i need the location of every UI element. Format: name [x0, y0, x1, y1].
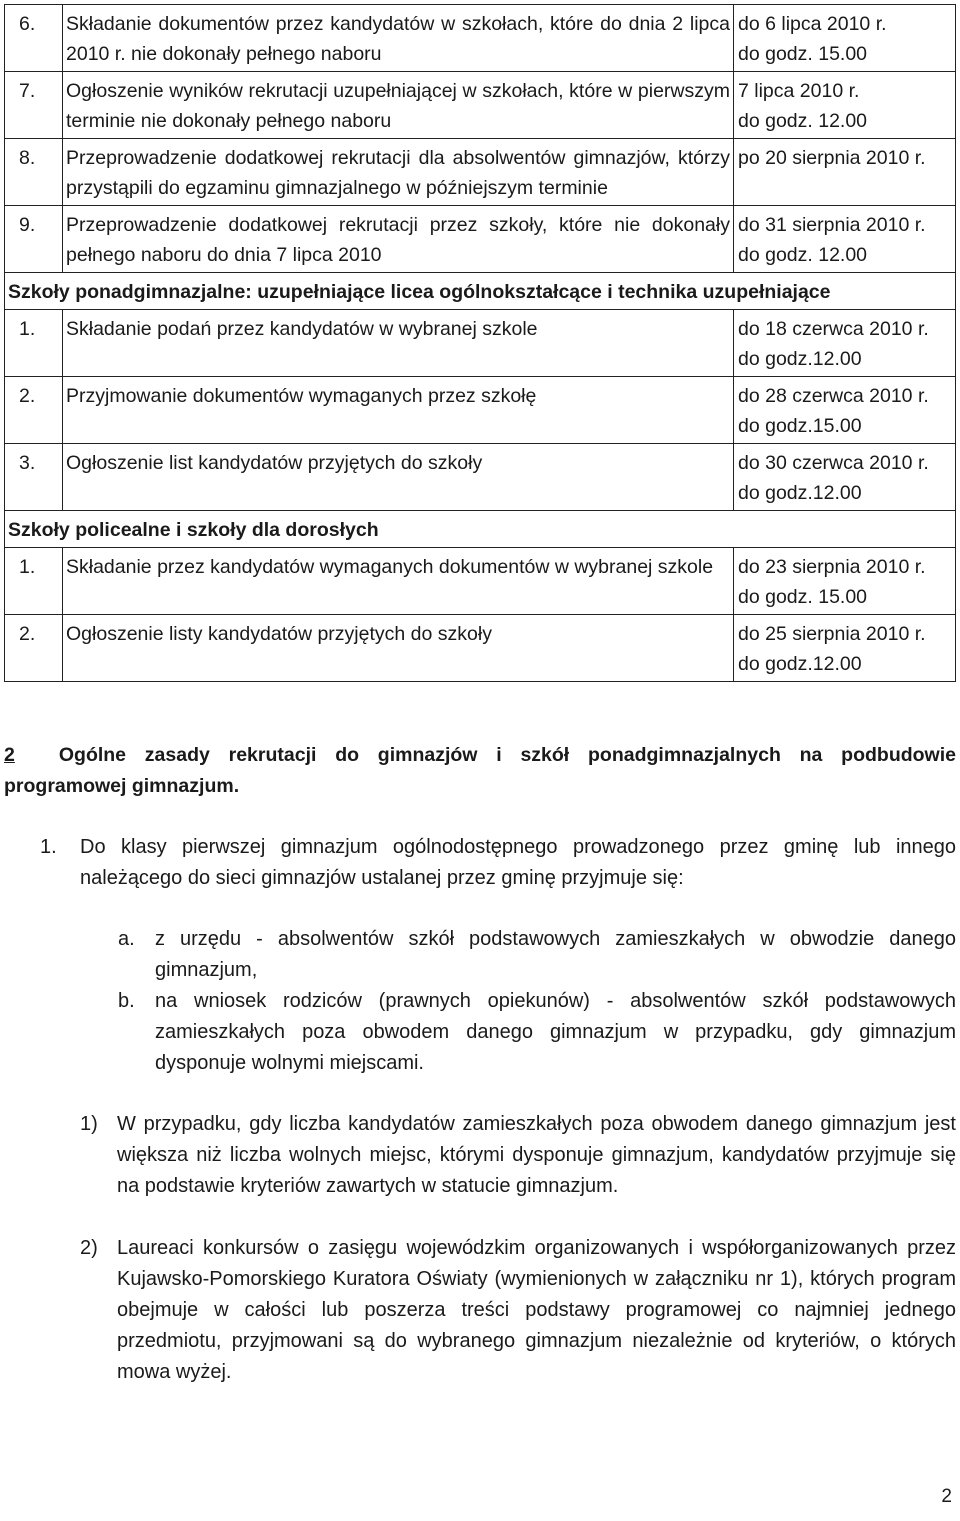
date-line: do 30 czerwca 2010 r.	[738, 452, 929, 474]
date-line: do 18 czerwca 2010 r.	[738, 318, 929, 340]
time-line: do godz. 12.00	[738, 110, 868, 132]
section-heading: Szkoły policealne i szkoły dla dorosłych	[5, 511, 956, 548]
row-number: 6.	[5, 5, 63, 72]
row-date	[734, 310, 956, 377]
row-activity: Przyjmowanie dokumentów wymaganych przez szkołę	[63, 377, 734, 444]
table-row	[5, 444, 956, 511]
section-2-title-line	[4, 740, 956, 771]
subitem-letter: a.	[118, 928, 135, 950]
table-row	[5, 548, 956, 615]
row-activity: Składanie dokumentów przez kandydatów w szkołach, które do dnia 2 lipca 2010 r. nie dokonały pełnego naboru	[63, 5, 734, 72]
row-date	[734, 5, 956, 72]
row-activity: Składanie przez kandydatów wymaganych dokumentów w wybranej szkole	[63, 548, 734, 615]
date-line: do 28 czerwca 2010 r.	[738, 385, 929, 407]
table-row	[5, 377, 956, 444]
schedule-table	[4, 4, 956, 682]
list-text: W przypadku, gdy liczba kandydatów zamieszkałych poza obwodem danego gimnazjum jest większa niż liczba wolnych miejsc, którymi dysponuje gimnazjum, kandydatów przyjmuje się na podstawie kryteriów zawartych w statucie gimnazjum.	[117, 1113, 956, 1197]
row-date	[734, 72, 956, 139]
time-line: do godz.12.00	[738, 653, 862, 675]
row-number: 2.	[5, 377, 63, 444]
row-date	[734, 615, 956, 682]
list-text: Laureaci konkursów o zasięgu wojewódzkim organizowanych i współorganizowanych przez Kujawsko-Pomorskiego Kuratora Oświaty (wymienionych w załączniku nr 1), których program obejmuje w całości lub poszerza treści podstawy programowej co najmniej jednego przedmiotu, przyjmowani są do wybranego gimnazjum niezależnie od kryteriów, o których mowa wyżej.	[117, 1237, 956, 1383]
row-date	[734, 139, 956, 206]
time-line: do godz. 12.00	[738, 244, 868, 266]
date-line: do 31 sierpnia 2010 r.	[738, 214, 926, 236]
table-row	[5, 139, 956, 206]
date-line: do 23 sierpnia 2010 r.	[738, 556, 926, 578]
section-heading: Szkoły ponadgimnazjalne: uzupełniające licea ogólnokształcące i technika uzupełniające	[5, 273, 956, 310]
subitem-text: z urzędu - absolwentów szkół podstawowych zamieszkałych w obwodzie danego gimnazjum,	[155, 928, 956, 981]
table-row	[5, 615, 956, 682]
table-row	[5, 72, 956, 139]
section-2-heading	[4, 740, 956, 802]
date-line: po 20 sierpnia 2010 r.	[738, 147, 926, 169]
page-number: 2	[941, 1486, 952, 1507]
table-row	[5, 5, 956, 72]
row-number: 9.	[5, 206, 63, 273]
subitem-letter: b.	[118, 990, 135, 1012]
date-line: do 25 sierpnia 2010 r.	[738, 623, 926, 645]
subitem-text: na wniosek rodziców (prawnych opiekunów) - absolwentów szkół podstawowych zamieszkałych poza obwodem danego gimnazjum w przypadku, gdy gimnazjum dysponuje wolnymi miejscami.	[155, 990, 956, 1074]
row-number: 1.	[5, 548, 63, 615]
date-line: 7 lipca 2010 r.	[738, 80, 860, 102]
row-date	[734, 377, 956, 444]
row-activity: Ogłoszenie list kandydatów przyjętych do szkoły	[63, 444, 734, 511]
date-line: do 6 lipca 2010 r.	[738, 13, 887, 35]
row-number: 2.	[5, 615, 63, 682]
table-row	[5, 310, 956, 377]
row-date	[734, 548, 956, 615]
time-line: do godz.12.00	[738, 348, 862, 370]
time-line: do godz. 15.00	[738, 43, 868, 65]
time-line: do godz.15.00	[738, 415, 862, 437]
row-activity: Ogłoszenie wyników rekrutacji uzupełniającej w szkołach, które w pierwszym terminie nie dokonały pełnego naboru	[63, 72, 734, 139]
list-number: 1)	[80, 1113, 98, 1135]
row-date	[734, 206, 956, 273]
row-activity: Przeprowadzenie dodatkowej rekrutacji przez szkoły, które nie dokonały pełnego naboru do dnia 7 lipca 2010	[63, 206, 734, 273]
row-number: 1.	[5, 310, 63, 377]
section-title: Ogólne zasady rekrutacji do gimnazjów i szkół ponadgimnazjalnych na podbudowie	[58, 744, 956, 766]
section-heading-row	[5, 273, 956, 310]
list-number: 2)	[80, 1237, 98, 1259]
row-number: 3.	[5, 444, 63, 511]
row-activity: Przeprowadzenie dodatkowej rekrutacji dla absolwentów gimnazjów, którzy przystąpili do egzaminu gimnazjalnego w późniejszym terminie	[63, 139, 734, 206]
time-line: do godz. 15.00	[738, 586, 868, 608]
table-row	[5, 206, 956, 273]
row-date	[734, 444, 956, 511]
time-line: do godz.12.00	[738, 482, 862, 504]
section-number: 2	[4, 744, 15, 766]
point-number: 1.	[40, 836, 57, 858]
row-activity: Ogłoszenie listy kandydatów przyjętych do szkoły	[63, 615, 734, 682]
section-title-continued: programowej gimnazjum.	[4, 775, 240, 797]
row-activity: Składanie podań przez kandydatów w wybranej szkole	[63, 310, 734, 377]
point-text: Do klasy pierwszej gimnazjum ogólnodostępnego prowadzonego przez gminę lub innego należącego do sieci gimnazjów ustalanej przez gminę przyjmuje się:	[80, 836, 956, 889]
row-number: 8.	[5, 139, 63, 206]
row-number: 7.	[5, 72, 63, 139]
section-heading-row	[5, 511, 956, 548]
